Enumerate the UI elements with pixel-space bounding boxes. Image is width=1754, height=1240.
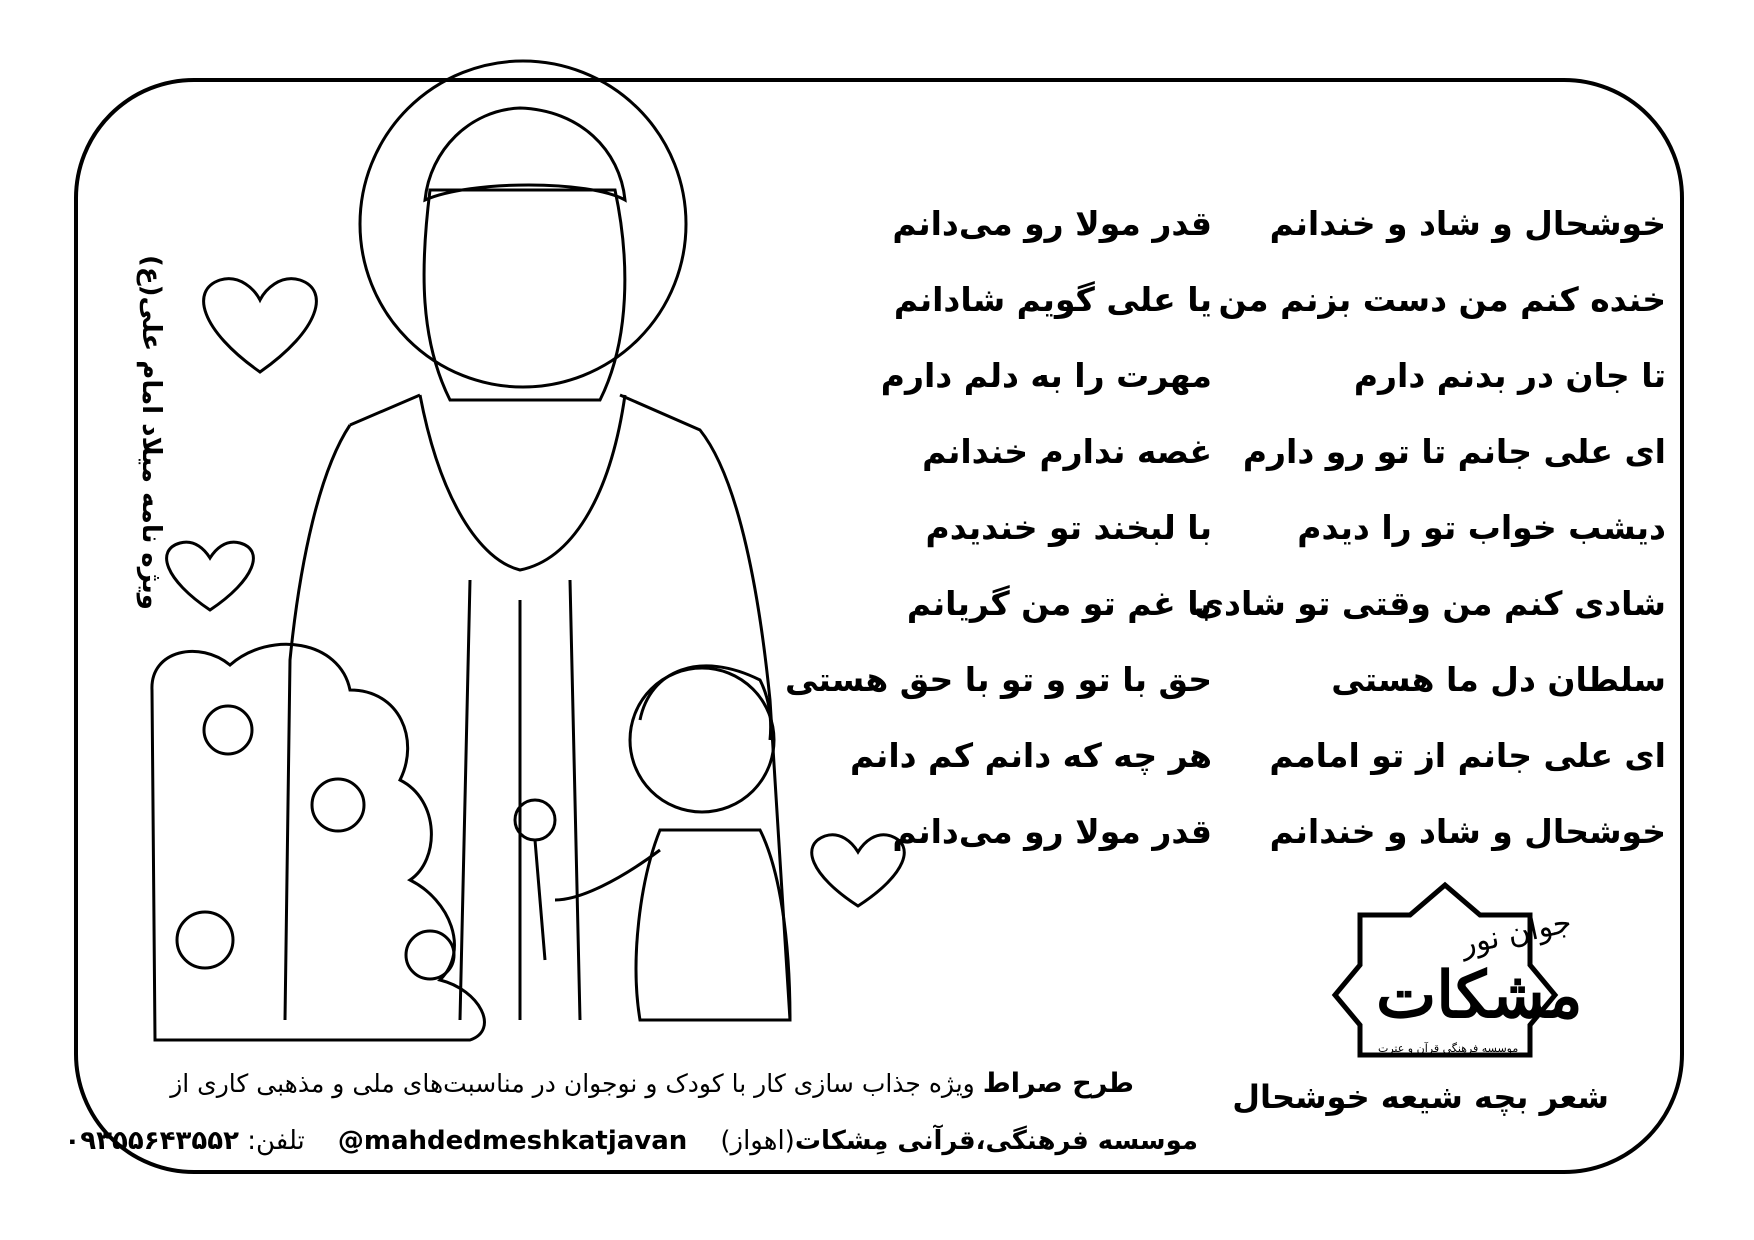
phone-number[interactable]: ۰۹۳۵۵۶۴۳۵۵۲ — [64, 1126, 239, 1156]
imam-turban — [425, 108, 625, 200]
heart — [167, 542, 254, 610]
imam-cloak — [420, 395, 625, 570]
poem-title: شعر بچه شیعه خوشحال — [1232, 1078, 1609, 1116]
social-handle[interactable]: @mahdedmeshkatjavan — [337, 1126, 688, 1156]
poem-line: خنده کنم من دست بزنم من — [1218, 280, 1666, 319]
poem-line: مهرت را به دلم دارم — [880, 356, 1212, 395]
poem-right-column — [1194, 200, 1666, 884]
footer-line-1 — [170, 1068, 1134, 1099]
poem-line: شادی کنم من وقتی تو شادی — [1193, 584, 1666, 623]
imam-robe — [285, 395, 790, 1020]
poem-line: حق با تو و تو با حق هستی — [784, 660, 1212, 699]
logo-subtitle: جوان نور — [1457, 904, 1575, 963]
logo-caption: موسسه فرهنگی قرآن و عترت — [1378, 1042, 1519, 1055]
poem-line: یا علی گویم شادانم — [893, 280, 1212, 319]
org-name: موسسه فرهنگی،قرآنی مِشکات — [794, 1126, 1198, 1156]
poem-line: هر چه که دانم کم دانم — [850, 736, 1212, 775]
vertical-title: ویژه نامه میلاد امام علی(ع) — [136, 255, 166, 610]
poem-line: خوشحال و شاد و خندانم — [1269, 204, 1666, 243]
poem-line: تا جان در بدنم دارم — [1353, 356, 1666, 395]
boy-hair — [640, 666, 771, 740]
imam-robe-folds — [460, 580, 580, 1020]
poem-line: با لبخند تو خندیدم — [925, 508, 1212, 547]
poem-line: غصه ندارم خندانم — [922, 432, 1212, 471]
city: (اهواز) — [720, 1126, 795, 1156]
poem-line: با غم تو من گریانم — [906, 584, 1212, 623]
footer-line-2 — [64, 1126, 1198, 1156]
phone-label: تلفن: — [247, 1126, 305, 1156]
imam-head — [424, 190, 625, 400]
heart — [204, 279, 317, 372]
bush — [152, 644, 485, 1040]
poem-line: خوشحال و شاد و خندانم — [1269, 812, 1666, 851]
poem-line: قدر مولا رو می‌دانم — [892, 204, 1212, 243]
poem-line: ای علی جانم از تو امامم — [1269, 736, 1666, 775]
plan-name: طرح صراط — [982, 1068, 1134, 1099]
poem-line: دیشب خواب تو را دیدم — [1297, 508, 1666, 547]
boy-head — [630, 668, 774, 812]
poem-left-column — [785, 200, 1212, 884]
poem-line: سلطان دل ما هستی — [1331, 660, 1666, 699]
boy-body — [636, 830, 790, 1020]
plan-text: ویژه جذاب سازی کار با کودک و نوجوان در مناسبت‌های ملی و مذهبی کاری از — [170, 1069, 975, 1098]
poem-line: ای علی جانم تا تو رو دارم — [1242, 432, 1666, 471]
poem-line: قدر مولا رو می‌دانم — [892, 812, 1212, 851]
halo — [360, 61, 686, 387]
logo-title: مشکات — [1376, 958, 1583, 1033]
